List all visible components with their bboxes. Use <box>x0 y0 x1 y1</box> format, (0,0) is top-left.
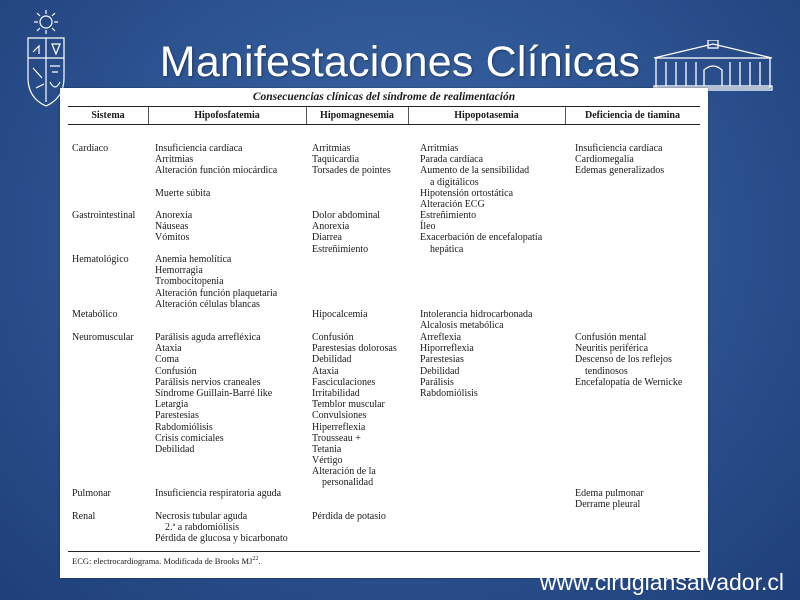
cell-line: Aumento de la sensibilidad <box>420 165 530 177</box>
cell-line: Arritmias <box>420 143 459 154</box>
column-header-sistema: Sistema <box>91 110 125 121</box>
cell-line: Hipocalcemia <box>312 309 368 320</box>
cell-line: Necrosis tubular aguda <box>155 511 248 522</box>
table-cell <box>155 210 192 244</box>
cell-line: Trombocitopenia <box>155 276 224 288</box>
system-label <box>72 511 95 522</box>
cell-line: Vértigo <box>312 455 343 467</box>
cell-line: Debilidad <box>155 443 195 455</box>
cell-line: tendinosos <box>585 365 628 377</box>
table-cell <box>575 143 664 177</box>
cell-line: Temblor muscular <box>312 399 385 411</box>
cell-line: Hiperreflexia <box>312 421 366 433</box>
cell-line: Náuseas <box>155 221 189 233</box>
cell-line: Hipotensión ortostática <box>420 187 514 199</box>
table-cell <box>155 332 272 455</box>
footnote-reference: 22 <box>252 556 259 563</box>
system-name: Hematológico <box>72 254 129 265</box>
cell-line: Confusión mental <box>575 332 647 343</box>
table-cell <box>312 210 380 255</box>
table-footnote: ECG: electrocardiograma. Modificada de Brooks MJ$^{22}$. <box>72 556 261 566</box>
cell-line: Irritabilidad <box>312 387 360 399</box>
column-header-hipopotasemia: Hipopotasemia <box>454 110 519 121</box>
cell-line: Torsades de pointes <box>312 165 391 177</box>
cell-line: Cardiomegalia <box>575 154 634 166</box>
cell-line <box>155 177 277 188</box>
cell-line: Convulsiones <box>312 410 367 422</box>
cell-line: Muerte súbita <box>155 187 211 199</box>
footnote-text: ECG: electrocardiograma. Modificada de Brooks MJ <box>72 556 253 566</box>
cell-line: Arritmias <box>312 143 351 154</box>
cell-line: Crisis comiciales <box>155 432 224 444</box>
cell-line: Hemorragia <box>155 265 203 277</box>
table-cell <box>312 143 391 177</box>
cell-line: Parálisis nervios craneales <box>155 376 261 388</box>
cell-line: 2.ª a rabdomiólisis <box>165 522 240 534</box>
table-cell <box>420 210 542 255</box>
cell-line: Insuficiencia respiratoria aguda <box>155 488 282 499</box>
table-cell <box>420 143 529 210</box>
cell-line: Parálisis <box>420 376 454 388</box>
table-cell <box>575 488 644 510</box>
cell-line: Parálisis aguda arrefléxica <box>155 332 261 343</box>
system-label <box>72 488 111 499</box>
cell-line: Intolerancia hidrocarbonada <box>420 309 533 320</box>
table-cell <box>575 332 682 388</box>
system-name: Cardíaco <box>72 143 109 154</box>
cell-line: Rabdomiólisis <box>420 387 478 399</box>
cell-line: Rabdomiólisis <box>155 421 213 433</box>
cell-line: Alteración células blancas <box>155 298 260 310</box>
cell-line: Derrame pleural <box>575 499 641 511</box>
cell-line: Estreñimiento <box>312 243 369 255</box>
system-label <box>72 332 134 343</box>
table-cell <box>312 332 397 489</box>
table-cell <box>312 511 386 522</box>
cell-line: Estreñimiento <box>420 210 477 221</box>
slide-title: Manifestaciones Clínicas <box>159 38 641 86</box>
system-name: Pulmonar <box>72 488 111 499</box>
cell-line: Edema pulmonar <box>575 488 644 499</box>
table-caption: Consecuencias clínicas del síndrome de realimentación <box>252 91 516 103</box>
cell-line: Síndrome Guillain-Barré like <box>155 387 273 399</box>
system-name: Renal <box>72 511 96 522</box>
system-label <box>72 210 135 221</box>
cell-line: Arritmias <box>155 154 194 166</box>
cell-line: Alcalosis metabólica <box>420 320 504 332</box>
system-name: Gastrointestinal <box>72 210 136 221</box>
cell-line: Parestesias <box>420 354 464 366</box>
table-cell <box>420 332 478 399</box>
cell-line: Tetania <box>312 443 342 455</box>
table-cell <box>155 143 277 199</box>
cell-line: Encefalopatía de Wernicke <box>575 376 683 388</box>
system-name: Metabólico <box>72 309 118 320</box>
cell-line: Letargia <box>155 399 189 411</box>
cell-line: Exacerbación de encefalopatía <box>420 232 543 244</box>
cell-line: Fasciculaciones <box>312 376 376 388</box>
cell-line: Alteración función miocárdica <box>155 165 278 177</box>
cell-line: Ataxia <box>155 343 182 355</box>
cell-line: Ataxia <box>312 365 339 377</box>
column-header-hipofosfatemia: Hipofosfatemia <box>194 110 260 121</box>
cell-line: Taquicardia <box>312 154 360 166</box>
system-label <box>72 143 108 154</box>
system-name: Neuromuscular <box>72 332 134 343</box>
cell-line: Parestesias <box>155 410 199 422</box>
cell-line: hepática <box>430 243 464 255</box>
cell-line: Dolor abdominal <box>312 210 381 221</box>
footer-website-url: www.cirugiahsalvador.cl <box>539 569 784 595</box>
system-label <box>72 254 129 265</box>
cell-line: a digitálicos <box>430 176 479 188</box>
column-header-tiamina: Deficiencia de tiamina <box>585 110 680 121</box>
cell-line: Parestesias dolorosas <box>312 343 397 355</box>
cell-line: Arreflexia <box>420 332 462 343</box>
cell-line: Pérdida de potasio <box>312 511 386 522</box>
cell-line: personalidad <box>322 477 374 489</box>
cell-line: Diarrea <box>312 232 342 244</box>
cell-line: Confusión <box>312 332 354 343</box>
table-cell <box>155 511 288 545</box>
cell-line: Descenso de los reflejos <box>575 354 672 366</box>
system-label <box>72 309 118 320</box>
cell-line: Coma <box>155 354 179 366</box>
cell-line: Neuritis periférica <box>575 343 649 355</box>
cell-line: Vómitos <box>155 232 190 244</box>
table-cell <box>312 309 368 320</box>
table-top-rule <box>68 106 700 107</box>
table-bottom-rule <box>68 551 700 552</box>
cell-line: Alteración de la <box>312 466 376 478</box>
cell-line: Pérdida de glucosa y bicarbonato <box>155 533 288 545</box>
column-header-hipomagnesemia: Hipomagnesemia <box>320 110 394 121</box>
cell-line: Debilidad <box>312 354 352 366</box>
cell-line: Hiporreflexia <box>420 343 474 355</box>
cell-line: Alteración ECG <box>420 198 485 210</box>
cell-line: Parada cardíaca <box>420 154 484 166</box>
table-cell <box>420 309 532 331</box>
cell-line: Alteración función plaquetaria <box>155 287 278 299</box>
cell-line: Anorexia <box>312 221 350 233</box>
cell-line: Anemia hemolítica <box>155 254 232 265</box>
cell-line: Confusión <box>155 365 197 377</box>
table-cell <box>155 254 277 310</box>
cell-line: Debilidad <box>420 365 460 377</box>
cell-line: Anorexia <box>155 210 193 221</box>
cell-line: Íleo <box>420 221 436 233</box>
cell-line: Trousseau + <box>312 432 361 444</box>
cell-line: Insuficiencia cardíaca <box>155 143 243 154</box>
cell-line: Edemas generalizados <box>575 165 665 177</box>
cell-line: Insuficiencia cardíaca <box>575 143 663 154</box>
table-document <box>60 88 708 578</box>
header-bottom-rule <box>68 124 700 125</box>
table-cell <box>155 488 281 499</box>
